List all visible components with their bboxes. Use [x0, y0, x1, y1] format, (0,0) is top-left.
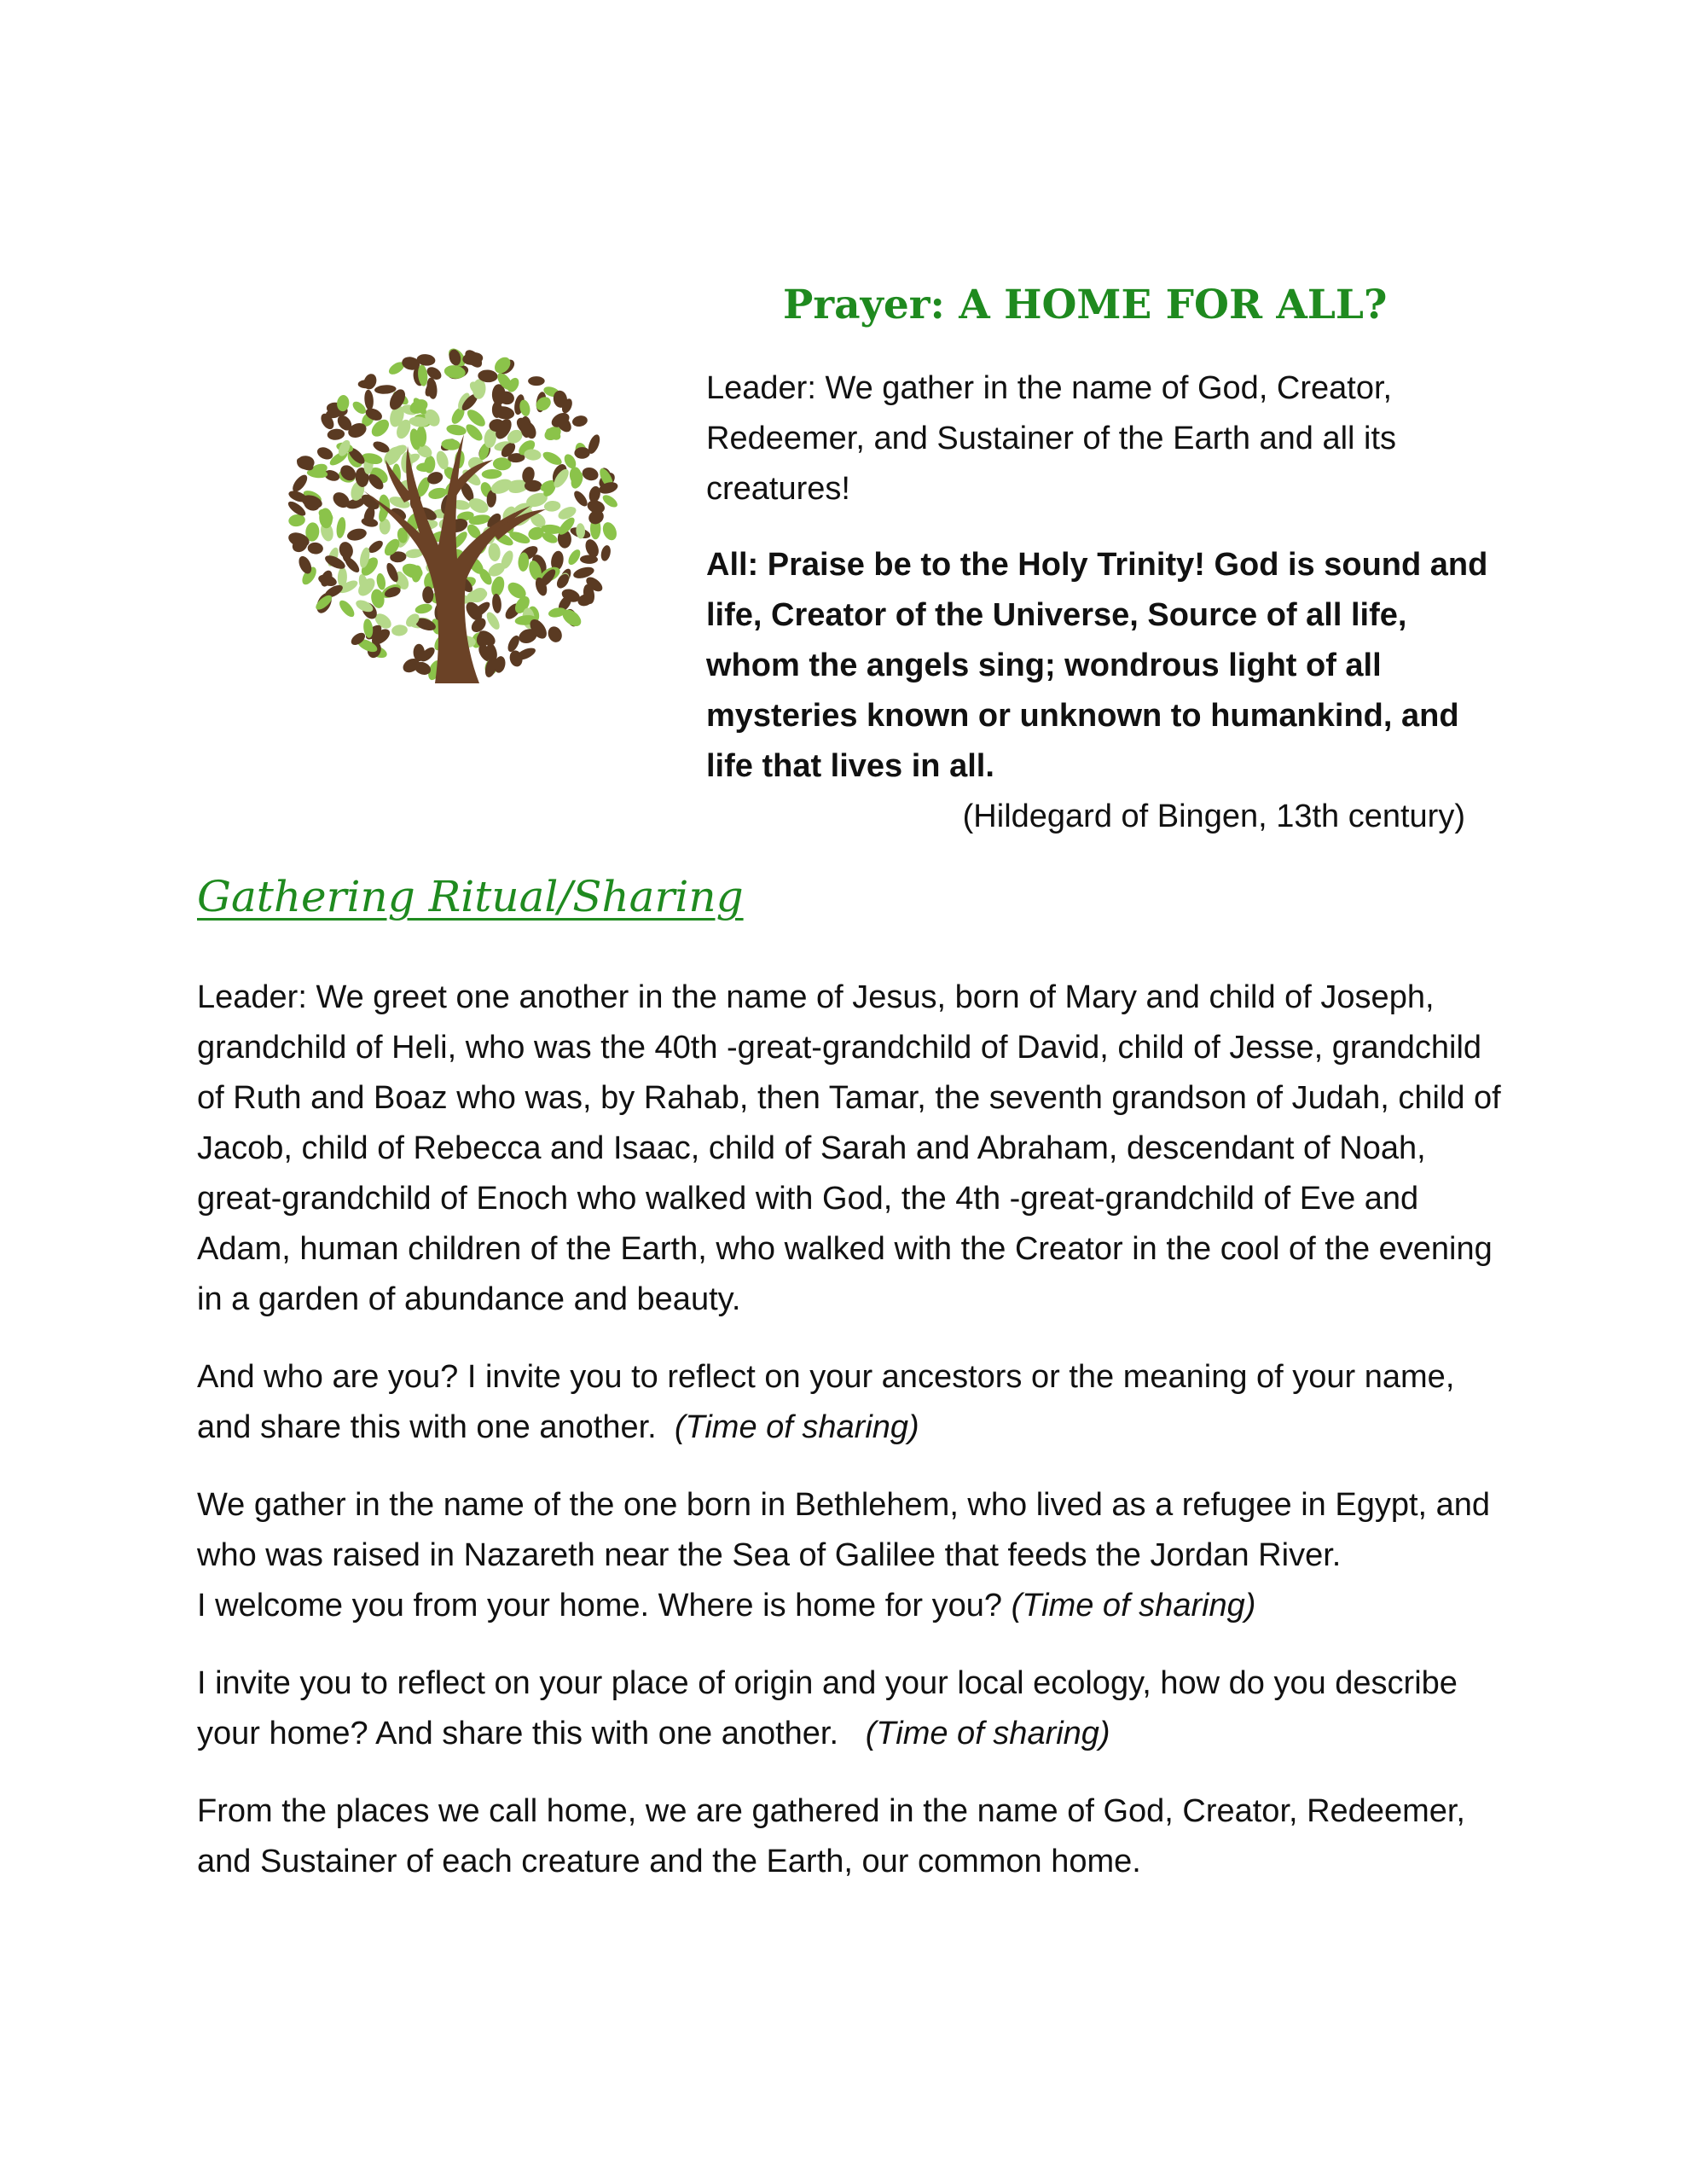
leaf-shape	[571, 489, 589, 508]
paragraph-who-are-you	[197, 1352, 1502, 1453]
leaf-shape	[374, 384, 397, 394]
paragraph-text: And who are you? I invite you to reflect on your ancestors or the meaning of your name, and share this with one another.	[197, 1359, 1455, 1445]
attribution: (Hildegard of Bingen, 13th century)	[962, 799, 1465, 834]
leaf-shape	[586, 498, 606, 515]
leaf-shape	[571, 415, 588, 428]
opening-block	[706, 363, 1491, 842]
all-response: All: Praise be to the Holy Trinity! God is sound and life, Creator of the Universe, Source of all life, whom the angels sing; wondrous light of all mysteries known or unknown to humankind, and life that lives in all.	[706, 547, 1488, 784]
leaf-shape	[337, 598, 357, 619]
leaf-shape	[422, 586, 433, 603]
leaf-shape	[445, 423, 467, 437]
leaf-shape	[391, 624, 408, 636]
leaf-shape	[600, 544, 612, 562]
gathering-body	[197, 973, 1502, 1914]
time-of-sharing-note: (Time of sharing)	[865, 1716, 1110, 1751]
paragraph-common-home: From the places we call home, we are gathered in the name of God, Creator, Redeemer, and Sustainer of each creature and the Earth, our common home.	[197, 1793, 1465, 1879]
time-of-sharing-note: (Time of sharing)	[1011, 1588, 1256, 1623]
leader-opening: Leader: We gather in the name of God, Creator, Redeemer, and Sustainer of the Earth and all its creatures!	[706, 370, 1397, 507]
page-title: Prayer: A HOME FOR ALL?	[783, 282, 1388, 328]
paragraph-bethlehem	[197, 1480, 1502, 1631]
leaf-shape	[307, 542, 323, 555]
paragraph-text: I welcome you from your home. Where is home for you?	[197, 1588, 1003, 1623]
leaf-shape	[335, 516, 347, 538]
paragraph-text: We gather in the name of the one born in Bethlehem, who lived as a refugee in Egypt, and who was raised in Nazareth near the Sea of Galilee that feeds the Jordan River.	[197, 1487, 1491, 1573]
leaf-shape	[415, 602, 433, 615]
leaf-shape	[327, 428, 345, 441]
leaf-shape	[346, 526, 368, 542]
leaf-shape	[581, 466, 600, 483]
leaf-shape	[363, 389, 374, 410]
leaf-shape	[375, 572, 386, 590]
section-heading: Gathering Ritual/Sharing	[197, 872, 744, 921]
leaf-shape	[546, 624, 565, 645]
tree-of-life-icon	[275, 335, 633, 694]
paragraph-place-of-origin	[197, 1658, 1502, 1759]
leaf-shape	[566, 548, 583, 567]
leaf-shape	[528, 376, 545, 386]
leaf-shape	[484, 610, 502, 631]
leaf-shape	[482, 469, 502, 479]
paragraph-text: I invite you to reflect on your place of origin and your local ecology, how do you describe your home? And share this with one another.	[197, 1665, 1458, 1751]
leaf-shape	[488, 543, 501, 562]
leaf-shape	[491, 593, 502, 613]
paragraph-genealogy: Leader: We greet one another in the name of Jesus, born of Mary and child of Joseph, grandchild of Heli, who was the 40th -great-grandchild of David, child of Jesse, grandchild of Ruth and Boaz who was, by Rahab, then Tamar, the seventh grandson of Judah, child of Jacob, child of Rebecca and Isaac, child of Sarah and Abraham, descendant of Noah, great-grandchild of Enoch who walked with God, the 4th -great-grandchild of Eve and Adam, human children of the Earth, who walked with the Creator in the cool of the evening in a garden of abundance and beauty.	[197, 979, 1501, 1317]
leaf-shape	[600, 520, 619, 543]
leaf-shape	[543, 500, 560, 512]
leaf-shape	[426, 377, 438, 400]
time-of-sharing-note: (Time of sharing)	[674, 1409, 919, 1445]
